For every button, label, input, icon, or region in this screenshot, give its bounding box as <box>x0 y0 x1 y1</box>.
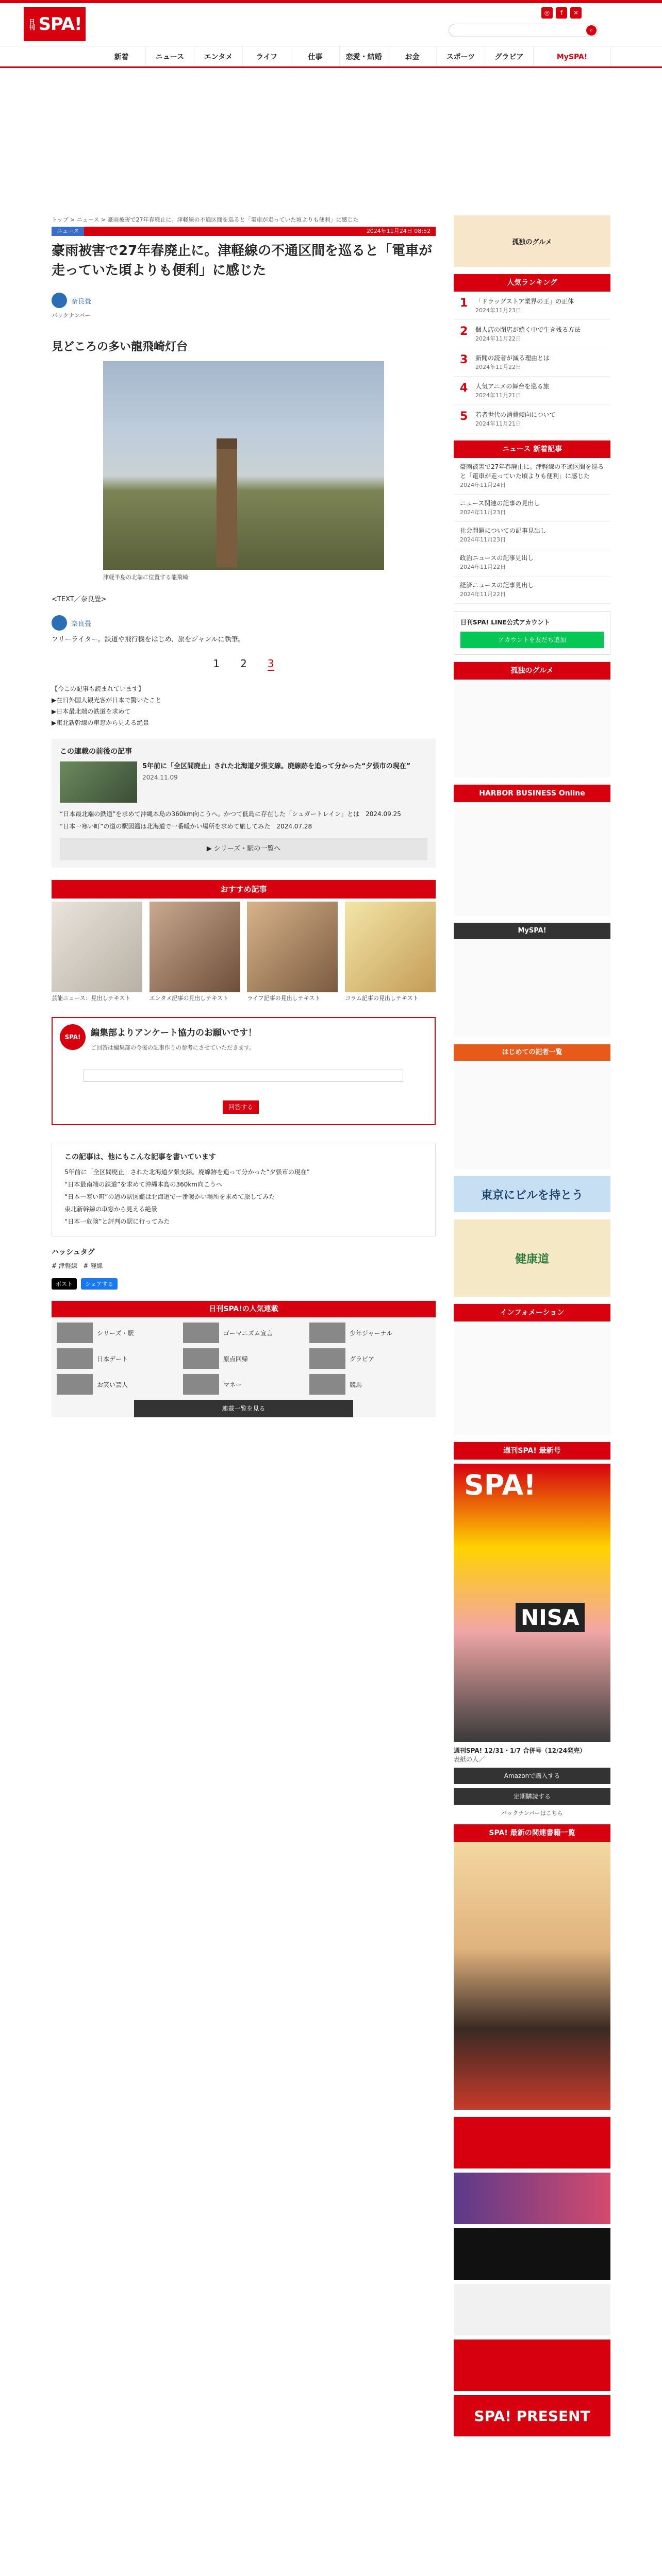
banner-comic[interactable] <box>454 2284 610 2335</box>
tokyo-building-banner[interactable] <box>454 1176 610 1212</box>
ranking-date: 2024年11月22日 <box>475 335 521 342</box>
gourmet-banner-text: 孤独のグルメ <box>512 238 552 246</box>
series-name[interactable]: 日本デート <box>97 1355 128 1363</box>
ranking-block <box>454 274 610 433</box>
series-thumb <box>57 1323 93 1343</box>
ranking-item[interactable] <box>454 405 610 433</box>
global-nav <box>0 46 662 68</box>
logo-text: SPA! <box>38 14 82 35</box>
nav-item[interactable]: グラビア <box>485 46 534 66</box>
hashtag[interactable]: # 廃線 <box>83 1262 103 1269</box>
author-avatar <box>52 293 67 308</box>
ranking-item[interactable] <box>454 348 610 377</box>
news-date: 2024年11月24日 <box>460 482 506 488</box>
series-item[interactable] <box>183 1348 304 1369</box>
breadcrumb[interactable]: トップ > ニュース > 豪雨被害で27年春廃止に。津軽線の不通区間を巡ると「電車が走っていた頃よりも便利」に感じた <box>52 216 359 223</box>
news-heading: ニュース 新着記事 <box>454 440 610 458</box>
article-title: 豪雨被害で27年春廃止に。津軽線の不通区間を巡ると「電車が走っていた頃よりも便利」に感じた <box>52 243 433 278</box>
site-logo[interactable] <box>24 7 86 41</box>
recommend-text[interactable]: 芸能ニュース：見出しテキスト <box>52 995 131 1002</box>
recommend-text[interactable]: エンタメ記事の見出しテキスト <box>149 995 228 1002</box>
series-thumb <box>183 1348 219 1369</box>
recommend-text[interactable]: ライフ記事の見出しテキスト <box>247 995 321 1002</box>
news-title[interactable]: 政治ニュースの記事見出し <box>460 554 534 562</box>
series-item[interactable] <box>309 1348 431 1369</box>
backnumber-button[interactable]: バックナンバーはこちら <box>501 1810 563 1817</box>
author-bio: フリーライター。鉄道や飛行機をはじめ、旅をジャンルに執筆。 <box>52 636 245 643</box>
more-article-link[interactable]: “日本一寒い町”の道の駅図鑑は北海道で一番暖かい場所を求めて旅してみた <box>64 1193 275 1200</box>
main-column <box>52 215 436 1422</box>
ranking-number: 4 <box>460 382 468 395</box>
present-banner[interactable] <box>454 2395 610 2436</box>
line-block <box>454 611 610 655</box>
ranking-text[interactable]: 新聞の読者が減る理由とは <box>475 354 550 362</box>
signpost-shape <box>217 438 237 567</box>
ranking-heading: 人気ランキング <box>454 274 610 292</box>
related-link[interactable]: “日本最北端の鉄道”を求めて沖縄本島の360km向こうへ。かつて低島に存在した「シュガートレイン」とは 2024.09.25 <box>60 810 401 818</box>
series-name[interactable]: マネー <box>223 1381 242 1388</box>
news-date: 2024年11月23日 <box>460 536 506 543</box>
news-item[interactable] <box>454 495 610 522</box>
photo-caption: 津軽半島の北端に位置する龍飛崎 <box>103 574 188 581</box>
more-articles <box>52 1143 436 1236</box>
ranking-item[interactable] <box>454 320 610 348</box>
more-article-link[interactable]: “日本一危険”と評判の駅に行ってみた <box>64 1218 170 1225</box>
series-name[interactable]: 原点回帰 <box>223 1355 249 1363</box>
gourmet-list-area <box>454 680 610 777</box>
mysp-block <box>454 923 610 1037</box>
facebook-share-button[interactable]: シェアする <box>81 1278 118 1290</box>
series-name[interactable]: グラビア <box>350 1355 375 1363</box>
banner-manga[interactable] <box>454 2340 610 2391</box>
related-heading: この連載の前後の記事 <box>60 748 132 756</box>
series-thumb <box>57 1374 93 1395</box>
section-heading: 見どころの多い龍飛崎灯台 <box>52 341 188 353</box>
magazine-date: 週刊SPA! 12/31・1/7 合併号（12/24発売） <box>454 1747 586 1754</box>
news-title[interactable]: ニュース関連の記事の見出し <box>460 500 540 507</box>
article-date: 2024年11月24日 08:52 <box>366 228 431 234</box>
related-date: 2024.11.09 <box>142 774 178 781</box>
recommend-card[interactable] <box>52 902 142 1003</box>
info-heading: インフォメーション <box>454 1304 610 1321</box>
series-thumb <box>57 1348 93 1369</box>
bullet-item: 【今この記事も読まれています】 <box>52 685 145 692</box>
related-series <box>52 739 436 868</box>
books-block <box>454 1824 610 2110</box>
recommend-heading: おすすめ記事 <box>52 880 436 899</box>
ranking-number: 1 <box>460 297 468 310</box>
author-avatar <box>52 615 67 631</box>
magazine-heading: 週刊SPA! 最新号 <box>454 1442 610 1460</box>
ranking-item[interactable] <box>454 292 610 320</box>
logo-prefix: 日刊 <box>28 19 36 30</box>
gourmet-banner[interactable] <box>454 215 610 267</box>
books-heading: SPA! 最新の関連書籍一覧 <box>454 1824 610 1842</box>
bullet-item[interactable]: ▶日本最北端の鉄道を求めて <box>52 708 131 715</box>
nav-item[interactable]: スポーツ <box>437 46 485 66</box>
popular-series-heading: 日刊SPA!の人気連載 <box>52 1301 436 1317</box>
mysp-heading: MySPA! <box>454 923 610 939</box>
harbor-heading: HARBOR BUSINESS Online <box>454 785 610 802</box>
nav-item-myspa[interactable]: MySPA! <box>534 46 611 66</box>
banner-drama[interactable] <box>454 2173 610 2224</box>
series-name[interactable]: シリーズ・駅 <box>97 1329 134 1337</box>
recommend-image <box>52 902 142 992</box>
recommend-row <box>52 902 436 1003</box>
share-bar <box>52 1278 436 1290</box>
magazine-cover[interactable] <box>454 1464 610 1742</box>
nav-item[interactable]: 恋愛・結婚 <box>340 46 388 66</box>
hashtag-title: ハッシュタグ <box>52 1248 95 1257</box>
line-title: 日刊SPA! LINE公式アカウント <box>460 619 550 626</box>
page-link[interactable]: 2 <box>240 657 247 670</box>
series-name[interactable]: 競馬 <box>350 1381 362 1388</box>
related-thumb <box>60 761 137 803</box>
more-article-link[interactable]: “日本最南端の鉄道”を求めて沖縄本島の360km向こうへ <box>64 1181 222 1188</box>
search-icon[interactable]: ⌕ <box>586 25 597 36</box>
harbor-block <box>454 785 610 916</box>
author-name[interactable]: 奈良畳 <box>71 297 92 306</box>
nav-item[interactable]: 新着 <box>97 46 146 66</box>
instagram-icon[interactable]: ◎ <box>541 7 553 19</box>
news-date: 2024年11月22日 <box>460 591 506 598</box>
x-share-button[interactable]: ポスト <box>52 1278 77 1290</box>
ranking-date: 2024年11月21日 <box>475 420 521 427</box>
recommend-card[interactable] <box>345 902 436 1003</box>
article-tagbar <box>52 227 436 236</box>
site-header <box>0 3 662 46</box>
gourmet-heading: 孤独のグルメ <box>454 662 610 680</box>
hajime-list-area <box>454 1061 610 1169</box>
series-item[interactable] <box>57 1323 178 1343</box>
nav-item[interactable]: ニュース <box>146 46 194 66</box>
more-article-link[interactable]: 5年前に「全区間廃止」された北海道夕張支線。廃線跡を追って分かった“夕張市の現在” <box>64 1168 310 1176</box>
mysp-list-area <box>454 939 610 1037</box>
ranking-text[interactable]: 個人店の閉店が続く中で生き残る方法 <box>475 326 581 333</box>
ranking-number: 5 <box>460 410 468 423</box>
books-area[interactable] <box>454 1842 610 2110</box>
recommend-card[interactable] <box>247 902 338 1003</box>
series-thumb <box>183 1323 219 1343</box>
series-item[interactable] <box>183 1374 304 1395</box>
hajime-block <box>454 1044 610 1169</box>
author-name[interactable]: 奈良畳 <box>71 620 92 628</box>
related-title[interactable]: 5年前に「全区間廃止」された北海道夕張支線。廃線跡を追って分かった“夕張市の現在” <box>142 762 411 770</box>
x-icon[interactable]: ✕ <box>570 7 582 19</box>
survey-title: 編集部よりアンケート協力のお願いです！ <box>91 1028 257 1038</box>
backnumber-link[interactable]: バックナンバー <box>52 312 91 319</box>
news-title[interactable]: 豪雨被害で27年春廃止に。津軽線の不通区間を巡ると「電車が走っていた頃よりも便利」に感じた <box>460 463 604 480</box>
banner-daily[interactable] <box>454 2117 610 2168</box>
survey-subtitle: ご回答は編集部の今後の記事作りの参考にさせていただきます。 <box>91 1044 255 1051</box>
bullet-item[interactable]: ▶在日外国人観光客が日本で驚いたこと <box>52 697 162 704</box>
news-item[interactable] <box>454 458 610 495</box>
news-block <box>454 440 610 604</box>
info-list-area <box>454 1321 610 1435</box>
magazine-block <box>454 1442 610 1817</box>
facebook-icon[interactable]: f <box>556 7 567 19</box>
ranking-text[interactable]: 若者世代の消費傾向について <box>475 411 556 418</box>
ranking-number: 2 <box>460 325 468 338</box>
ranking-date: 2024年11月22日 <box>475 364 521 370</box>
hajime-heading: はじめての記者一覧 <box>454 1044 610 1061</box>
recommend-text[interactable]: コラム記事の見出しテキスト <box>344 995 419 1002</box>
category-tag[interactable]: ニュース <box>52 227 84 236</box>
popular-series <box>52 1301 436 1417</box>
ranking-text[interactable]: 人気アニメの舞台を巡る旅 <box>475 383 550 390</box>
search-box[interactable] <box>449 24 598 37</box>
news-title[interactable]: 経済ニュースの記事見出し <box>460 582 534 589</box>
ranking-item[interactable] <box>454 377 610 405</box>
news-item[interactable] <box>454 549 610 577</box>
survey-submit-button[interactable]: 回答する <box>223 1100 259 1114</box>
hashtag[interactable]: # 津軽線 <box>52 1262 77 1269</box>
sidebar <box>454 215 610 2436</box>
tokyo-banner-text: 東京にビルを持とう <box>481 1189 583 1202</box>
recommend-card[interactable] <box>150 902 240 1003</box>
text-credit: <TEXT／奈良畳> <box>52 596 107 603</box>
news-date: 2024年11月23日 <box>460 509 506 516</box>
pagination <box>52 657 436 671</box>
health-banner[interactable] <box>454 1219 610 1297</box>
series-thumb <box>309 1348 345 1369</box>
more-articles-heading: この記事は、他にもこんな記事を書いています <box>64 1153 216 1161</box>
series-item[interactable] <box>183 1323 304 1343</box>
series-item[interactable] <box>309 1323 431 1343</box>
survey-select[interactable] <box>84 1070 403 1082</box>
series-name[interactable]: お笑い芸人 <box>97 1381 128 1388</box>
news-item[interactable] <box>454 577 610 604</box>
info-block <box>454 1304 610 1435</box>
series-thumb <box>183 1374 219 1395</box>
nav-item[interactable]: ライフ <box>243 46 291 66</box>
series-item[interactable] <box>57 1348 178 1369</box>
magazine-sub: 表紙の人／ <box>454 1756 485 1763</box>
news-title[interactable]: 社会問題についての記事見出し <box>460 527 547 534</box>
series-list-button[interactable]: ▶ シリーズ・駅の一覧へ <box>60 838 427 860</box>
author-footer[interactable] <box>52 615 436 631</box>
recommend-image <box>345 902 436 992</box>
ranking-number: 3 <box>460 353 468 366</box>
magazine-logo: SPA! <box>464 1469 536 1501</box>
line-add-button[interactable]: アカウントを友だち追加 <box>460 632 604 648</box>
series-thumb <box>309 1374 345 1395</box>
amazon-button[interactable]: Amazonで購入する <box>454 1768 610 1784</box>
series-grid <box>52 1317 436 1400</box>
banner-night[interactable] <box>454 2228 610 2280</box>
nav-item[interactable]: 仕事 <box>291 46 340 66</box>
page-link[interactable]: 1 <box>213 657 220 670</box>
hashtag-list <box>52 1261 436 1270</box>
author[interactable] <box>52 293 436 308</box>
recommend-image <box>247 902 338 992</box>
article-photo <box>103 361 384 570</box>
ranking-date: 2024年11月23日 <box>475 307 521 314</box>
ranking-text[interactable]: 「ドラッグストア業界の王」の正体 <box>475 298 574 305</box>
more-article-link[interactable]: 東北新幹線の車窓から見える絶景 <box>64 1206 158 1213</box>
survey-box <box>52 1017 436 1125</box>
series-name[interactable]: 少年ジャーナル <box>350 1329 393 1337</box>
harbor-list-area <box>454 802 610 916</box>
series-item[interactable] <box>309 1374 431 1395</box>
subscribe-button[interactable]: 定期購読する <box>454 1788 610 1805</box>
page-link-current[interactable]: 3 <box>267 657 274 670</box>
nav-item[interactable]: エンタメ <box>194 46 243 66</box>
series-thumb <box>309 1323 345 1343</box>
nav-item[interactable]: お金 <box>388 46 437 66</box>
survey-icon: SPA! <box>60 1024 86 1050</box>
news-date: 2024年11月22日 <box>460 564 506 570</box>
recommend-image <box>150 902 240 992</box>
series-item[interactable] <box>57 1374 178 1395</box>
related-card[interactable] <box>60 761 427 803</box>
related-link[interactable]: “日本一寒い町”の道の駅図鑑は北海道で一番暖かい場所を求めて旅してみた 2024.07.28 <box>60 823 312 830</box>
gourmet-block <box>454 662 610 777</box>
sns-links <box>541 7 582 19</box>
news-item[interactable] <box>454 522 610 549</box>
series-all-button[interactable]: 連載一覧を見る <box>134 1400 353 1417</box>
health-banner-text: 健康道 <box>515 1252 549 1266</box>
series-name[interactable]: ゴーマニズム宣言 <box>223 1329 273 1337</box>
ranking-date: 2024年11月21日 <box>475 392 521 399</box>
present-text: SPA! PRESENT <box>474 2407 590 2425</box>
bullet-item[interactable]: ▶東北新幹線の車窓から見える絶景 <box>52 719 150 726</box>
magazine-headline: NISA <box>516 1603 585 1632</box>
